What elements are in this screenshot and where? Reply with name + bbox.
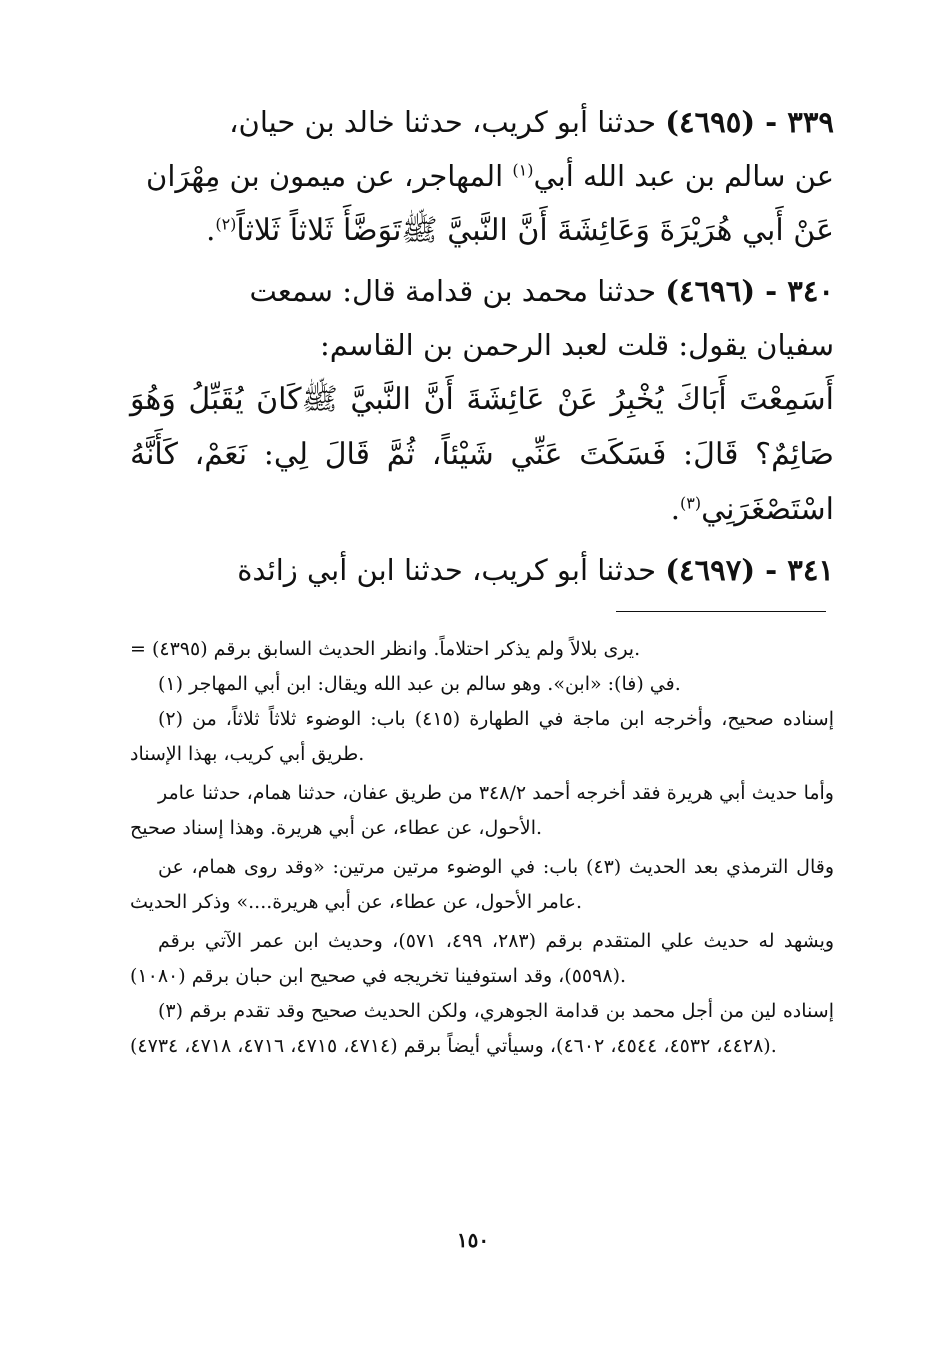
hadith-number: ٣٣٩ - (٤٦٩٥)	[665, 105, 834, 139]
isnad-text: حدثنا أبو كريب، حدثنا خالد بن حيان،	[229, 105, 657, 139]
footnotes	[130, 632, 834, 1064]
end-mark: .	[206, 213, 216, 247]
hadith-number: ٣٤٠ - (٤٦٩٦)	[665, 274, 834, 308]
footnote-ref: (٢)	[215, 214, 237, 234]
matn-text: عَنْ أَبي هُرَيْرَةَ وَعَائِشَةَ أَنَّ النَّبيَّ ﷺتَوَضَّأَ ثَلاثاً ثَلاثاً	[236, 213, 834, 248]
isnad-text: حدثنا أبو كريب، حدثنا ابن أبي زائدة	[237, 553, 657, 587]
hadith-line	[130, 318, 834, 372]
hadith-line	[130, 149, 834, 203]
footnote-2: (٢) إسناده صحيح، وأخرجه ابن ماجة في الطهارة (٤١٥) باب: الوضوء ثلاثاً ثلاثاً، من طريق أبي كريب، بهذا الإسناد.	[130, 708, 834, 765]
footnote-separator	[616, 611, 826, 612]
footnote-ref: (٣)	[679, 493, 702, 513]
isnad-text: المهاجر، عن ميمون بن مِهْرَان	[146, 159, 504, 193]
footnote-continuation: = يرى بلالاً ولم يذكر احتلاماً. وانظر الحديث السابق برقم (٤٣٩٥).	[130, 638, 641, 660]
hadith-line	[130, 95, 834, 149]
hadith-341	[130, 543, 834, 597]
footnote-1: (١) في (فا): «ابن». وهو سالم بن عبد الله ويقال: ابن أبي المهاجر.	[158, 673, 681, 695]
hadith-number: ٣٤١ - (٤٦٩٧)	[665, 553, 834, 587]
hadith-line	[130, 203, 834, 258]
isnad-text: حدثنا محمد بن قدامة قال: سمعت	[249, 274, 657, 308]
page-number: ١٥٠	[456, 1228, 490, 1252]
footnote-2-paragraph: ويشهد له حديث علي المتقدم برقم (٢٨٣، ٤٩٩، ٥٧١)، وحديث ابن عمر الآتي برقم (٥٥٩٨)، وقد استوفينا تخريجه في صحيح ابن حبان برقم (١٠٨٠).	[130, 930, 835, 987]
footnote-2-paragraph: وقال الترمذي بعد الحديث (٤٣) باب: في الوضوء مرتين مرتين: «وقد روى همام، عن عامر الأحول، عن عطاء، عن أبي هريرة....» وذكر الحديث.	[130, 856, 834, 913]
hadith-line	[130, 264, 834, 318]
isnad-text: سفيان يقول: قلت لعبد الرحمن بن القاسم:	[319, 328, 834, 362]
hadith-340	[130, 264, 834, 537]
footnote-ref: (١)	[512, 160, 534, 180]
footnote-2-paragraph: وأما حديث أبي هريرة فقد أخرجه أحمد ٣٤٨/٢ من طريق عفان، حدثنا همام، حدثنا عامر الأحول، عن عطاء، عن أبي هريرة. وهذا إسناد صحيح.	[130, 782, 834, 839]
isnad-text: عن سالم بن عبد الله أبي	[533, 159, 834, 193]
end-mark: .	[670, 492, 680, 526]
hadith-339	[130, 95, 834, 258]
hadith-line	[130, 543, 834, 597]
matn-text: أَسَمِعْتَ أَبَاكَ يُخْبِرُ عَنْ عَائِشَةَ أَنَّ النَّبيَّ ﷺكَانَ يُقَبِّلُ وَهُوَ صَائِمٌ؟ قَالَ: فَسَكَتَ عَنِّي شَيْئاً، ثُمَّ قَالَ لِي: نَعَمْ، كَأَنَّهُ اسْتَصْغَرَنِي	[130, 382, 834, 527]
footnote-3: (٣) إسناده لين من أجل محمد بن قدامة الجوهري، ولكن الحديث صحيح وقد تقدم برقم (٤٤٢٨، ٤٥٣٢، ٤٥٤٤، ٤٦٠٢)، وسيأتي أيضاً برقم (٤٧١٤، ٤٧١٥، ٤٧١٦، ٤٧١٨، ٤٧٣٤).	[130, 1000, 834, 1057]
